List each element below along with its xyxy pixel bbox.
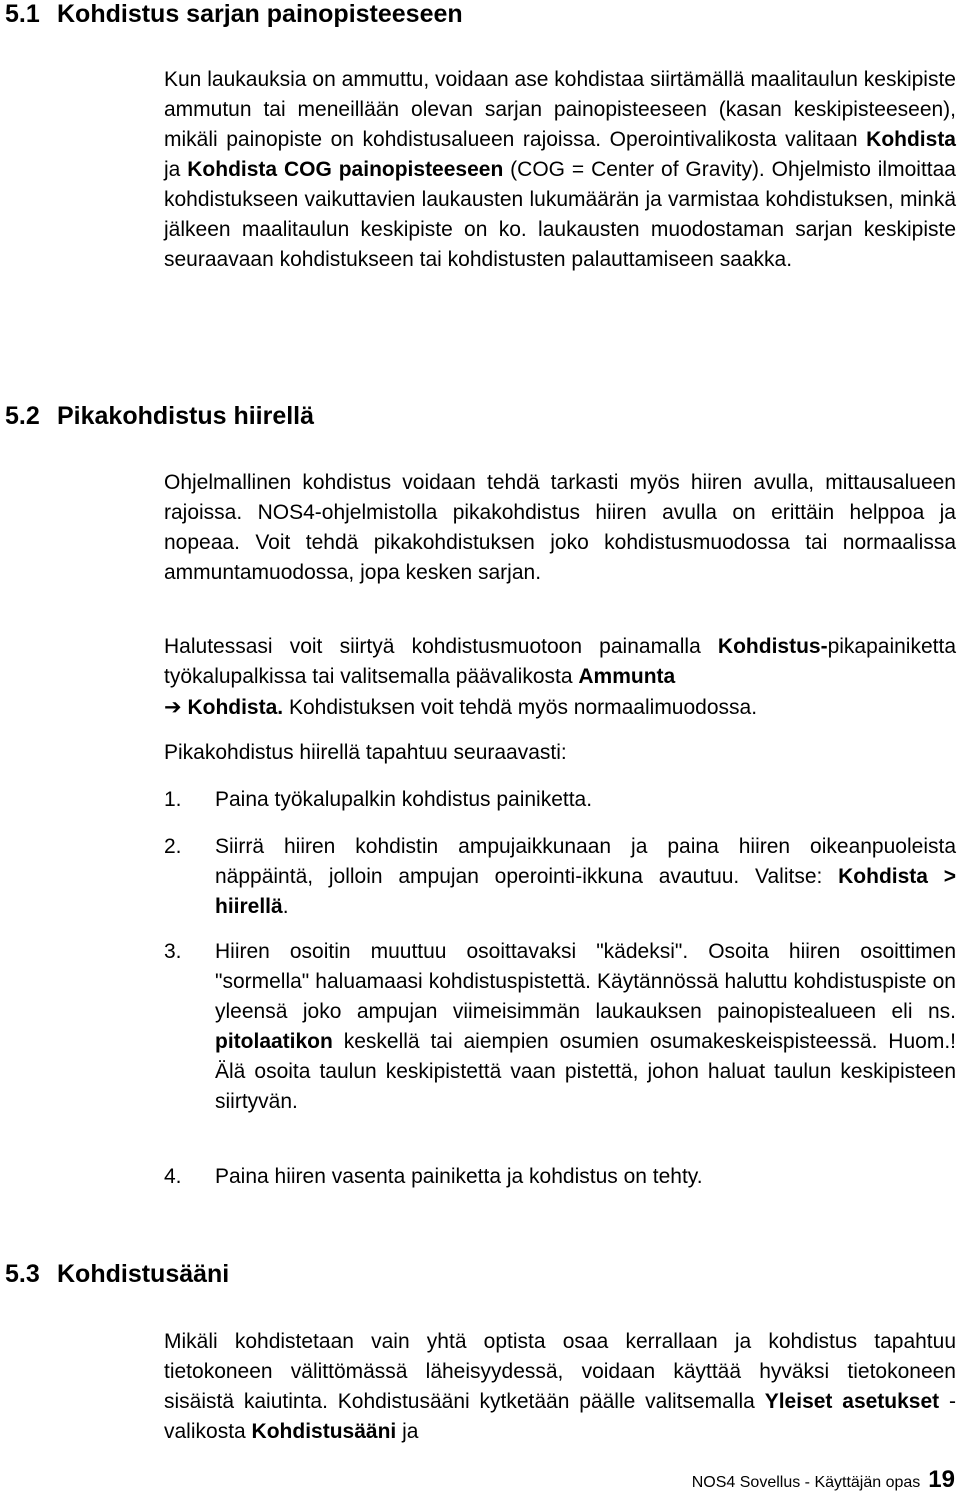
paragraph-alignment-mode [164, 632, 956, 723]
text-run: ja [396, 1420, 419, 1443]
paragraph-cog-alignment [164, 65, 956, 275]
text-run: Paina hiiren vasenta painiketta ja kohdistus on tehty. [215, 1165, 703, 1188]
menu-term-yleiset-asetukset: Yleiset asetukset [764, 1390, 940, 1413]
list-number: 4. [164, 1165, 182, 1188]
text-run: pikapainiketta työkalupalkissa tai valitsemalla päävalikosta [164, 635, 956, 688]
text-run: . [282, 895, 289, 918]
term-pitolaatikko: pitolaatikon [215, 1030, 333, 1053]
list-item [164, 937, 956, 1117]
text-run: Kohdistuksen voit tehdä myös normaalimuodossa. [283, 696, 758, 719]
text-run: Mikäli kohdistetaan vain yhtä optista osaa kerrallaan ja kohdistus tapahtuu tietokoneen välittömässä läheisyydessä, voidaan käyttää hyväksi tietokoneen sisäistä kaiutinta. Kohdistusääni kytketään päälle valitsemalla [164, 1330, 956, 1413]
section-number: 5.1 [5, 0, 40, 28]
menu-term-ammunta: Ammunta [578, 665, 676, 688]
menu-term-kohdista-cog: Kohdista COG painopisteeseen [187, 158, 504, 181]
paragraph-alignment-sound [164, 1327, 956, 1447]
section-number: 5.3 [5, 1260, 40, 1288]
section-title: Pikakohdistus hiirellä [57, 402, 315, 430]
text-run: ja [164, 158, 188, 181]
menu-term-kohdista-hiirella: Kohdista > hiirellä [215, 865, 956, 918]
footer-title: NOS4 Sovellus - Käyttäjän opas [691, 1474, 921, 1491]
text-run: Hiiren osoitin muuttuu osoittavaksi "kädeksi". Osoita hiiren osoittimen "sormella" haluamaasi kohdistuspistettä. Käytännössä haluttu kohdistuspiste on yleensä joko ampujan viimeisimmän laukauksen painopistealueen eli ns. [215, 940, 956, 1023]
section-title: Kohdistus sarjan painopisteeseen [57, 0, 463, 28]
text-run: Paina työkalupalkin kohdistus painiketta. [215, 788, 593, 811]
list-item [164, 1162, 956, 1192]
page-footer [692, 1466, 955, 1494]
section-title: Kohdistusääni [57, 1260, 230, 1288]
menu-term-kohdista: Kohdista [866, 128, 956, 151]
list-item [164, 785, 956, 815]
text-run: Kun laukauksia on ammuttu, voidaan ase kohdistaa siirtämällä maalitaulun keskipiste ammutun tai meneillään olevan sarjan painopisteeseen (kasan keskipisteeseen), mikäli painopiste on kohdistusalueen rajoissa. Operointivalikosta valitaan [164, 68, 956, 151]
paragraph-steps-intro: Pikakohdistus hiirellä tapahtuu seuraavasti: [164, 741, 567, 764]
list-number: 3. [164, 940, 182, 963]
section-heading-5-3 [5, 1260, 229, 1289]
menu-term-kohdista: Kohdista. [187, 696, 284, 719]
text-run: keskellä tai aiempien osumien osumakeskeispisteessä. Huom.! Älä osoita taulun keskipistettä vaan pistettä, johon haluat taulun keskipisteen siirtyvän. [215, 1030, 956, 1113]
section-heading-5-2 [5, 402, 314, 431]
paragraph-mouse-alignment-intro: Ohjelmallinen kohdistus voidaan tehdä tarkasti myös hiiren avulla, mittausalueen rajoissa. NOS4-ohjelmistolla pikakohdistus hiiren avulla on erittäin helppoa ja nopeaa. Voit tehdä pikakohdistuksen joko kohdistusmuodossa tai normaalissa ammuntamuodossa, jopa kesken sarjan. [164, 471, 956, 584]
text-run: Siirrä hiiren kohdistin ampujaikkunaan ja paina hiiren oikeanpuoleista näppäintä, jolloin ampujan operointi-ikkuna avautuu. Valitse: [215, 835, 956, 888]
page-number: 19 [928, 1466, 955, 1493]
list-number: 2. [164, 835, 182, 858]
list-item [164, 832, 956, 922]
section-heading-5-1 [5, 0, 463, 29]
text-run: (COG = Center of Gravity). Ohjelmisto ilmoittaa kohdistukseen vaikuttavien laukausten lukumäärän ja varmistaa kohdistuksen, minkä jälkeen maalitaulun keskipiste on ko. laukausten muodostaman sarjan keskipiste seuraavaan kohdistukseen tai kohdistusten palauttamiseen saakka. [164, 158, 956, 271]
list-number: 1. [164, 788, 182, 811]
arrow-right-icon: ➔ [164, 695, 182, 719]
text-run: Halutessasi voit siirtyä kohdistusmuotoon painamalla [164, 635, 718, 658]
button-term-kohdistus: Kohdistus- [717, 635, 828, 658]
section-number: 5.2 [5, 402, 40, 430]
text-run: -valikosta [164, 1390, 957, 1443]
menu-term-kohdistusaani: Kohdistusääni [251, 1420, 397, 1443]
